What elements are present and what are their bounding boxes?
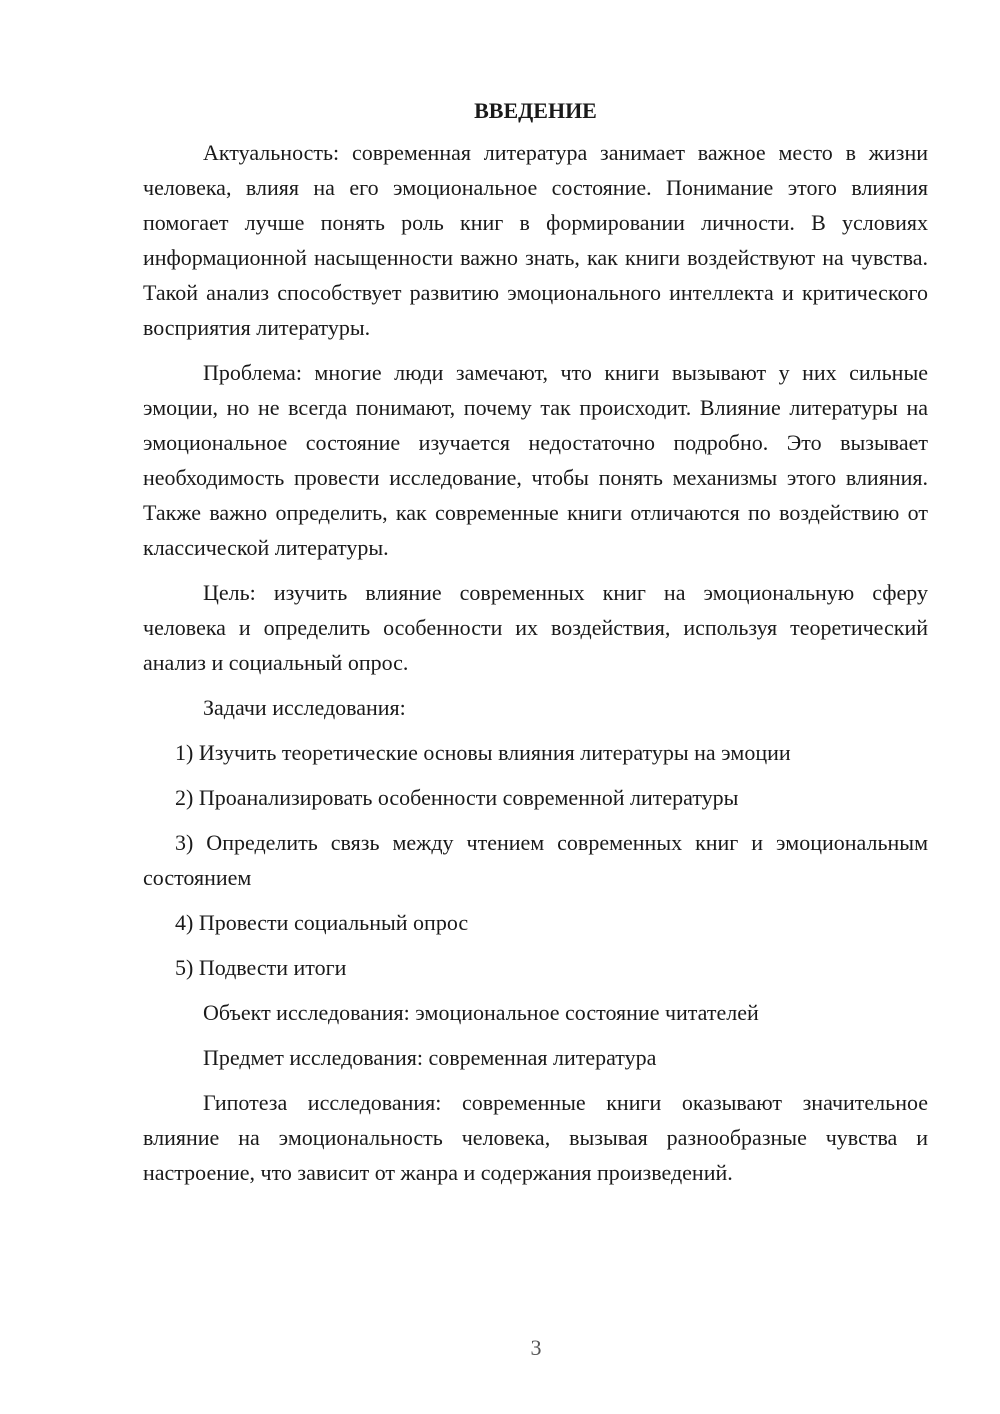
paragraph-subject: Предмет исследования: современная литература (203, 1045, 657, 1070)
list-item: 4) Провести социальный опрос (175, 910, 469, 935)
list-item: 3) Определить связь между чтением современных книг и эмоциональным состоянием (143, 830, 928, 890)
paragraph-problem: Проблема: многие люди замечают, что книги вызывают у них сильные эмоции, но не всегда понимают, почему так происходит. Влияние литературы на эмоциональное состояние изучается недостаточно подробно. Это вызывает необходимость провести исследование, чтобы понять механизмы этого влияния. Также важно определить, как современные книги отличаются по воздействию от классической литературы. (143, 360, 928, 560)
page-number: 3 (530, 1335, 542, 1360)
tasks-list (143, 735, 928, 985)
paragraph-object: Объект исследования: эмоциональное состояние читателей (203, 1000, 759, 1025)
list-item: 5) Подвести итоги (175, 955, 347, 980)
paragraph-hypothesis: Гипотеза исследования: современные книги оказывают значительное влияние на эмоциональность человека, вызывая разнообразные чувства и настроение, что зависит от жанра и содержания произведений. (143, 1090, 928, 1185)
list-item: 2) Проанализировать особенности современной литературы (175, 785, 739, 810)
tasks-title: Задачи исследования: (203, 695, 406, 720)
page-content (143, 97, 928, 1200)
paragraph-relevance: Актуальность: современная литература занимает важное место в жизни человека, влияя на его эмоциональное состояние. Понимание этого влияния помогает лучше понять роль книг в формировании личности. В условиях информационной насыщенности важно знать, как книги воздействуют на чувства. Такой анализ способствует развитию эмоционального интеллекта и критического восприятия литературы. (143, 140, 928, 340)
page-title: ВВЕДЕНИЕ (474, 98, 597, 123)
list-item: 1) Изучить теоретические основы влияния литературы на эмоции (175, 740, 791, 765)
paragraph-goal: Цель: изучить влияние современных книг на эмоциональную сферу человека и определить особенности их воздействия, используя теоретический анализ и социальный опрос. (143, 580, 928, 675)
